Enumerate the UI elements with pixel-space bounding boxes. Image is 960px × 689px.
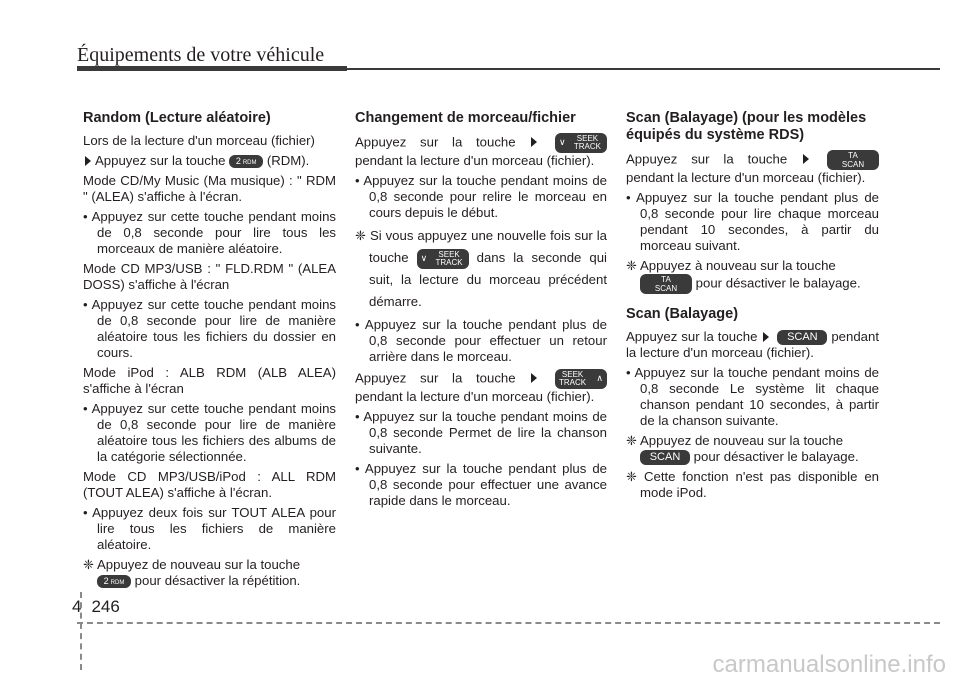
text: Appuyez sur la touche: [626, 329, 758, 344]
column-track-change: [355, 110, 607, 513]
scan-key-icon: SCAN: [777, 330, 827, 345]
text: Appuyez sur la touche: [355, 370, 516, 386]
text: pour désactiver le balayage.: [693, 449, 859, 465]
text: ❈ Appuyez de nouveau sur la touche: [83, 557, 301, 572]
text: ❈ Appuyez de nouveau sur la touche: [626, 433, 844, 449]
triangle-icon: [531, 137, 537, 147]
paragraph: Mode iPod : ALB RDM (ALB ALEA) s'affiche à l'écran: [83, 365, 336, 396]
key-line1: TA: [661, 275, 671, 284]
text: pour désactiver la répétition.: [134, 573, 301, 588]
bullet: • Appuyez sur cette touche pendant moins de 0,8 seconde pour lire de manière aléatoire tous les fichiers des albums de la catégorie sélectionnée.: [83, 401, 336, 464]
paragraph: [626, 150, 879, 186]
bullet: • Appuyez sur cette touche pendant moins de 0,8 seconde pour lire tous les morceaux de manière aléatoire.: [83, 209, 336, 256]
header-rule-thick: [77, 66, 347, 71]
key-line2: TRACK: [435, 257, 463, 267]
footer-divider: [77, 622, 940, 624]
header-rule-thin: [347, 68, 940, 70]
bullet: • Appuyez sur la touche pendant plus de 0,8 seconde pour lire chaque morceau pendant 10 secondes, à partir du morceau suivant.: [626, 190, 879, 253]
seek-down-key-icon: [555, 133, 607, 153]
text: Appuyez sur la touche: [355, 134, 516, 150]
paragraph: Mode CD/My Music (Ma musique) : " RDM " (ALEA) s'affiche à l'écran.: [83, 173, 336, 204]
note: [83, 557, 336, 589]
chevron-down-icon: ∨: [420, 252, 428, 263]
key-line2: TRACK: [573, 142, 601, 151]
column-scan: [626, 110, 879, 505]
bullet: • Appuyez sur la touche pendant plus de 0,8 seconde pour effectuer un retour arrière dans le morceau.: [355, 317, 607, 364]
ta-scan-key-icon: [640, 274, 692, 294]
heading-track-change: Changement de morceau/fichier: [355, 110, 576, 126]
bullet: • Appuyez sur la touche pendant plus de 0,8 seconde pour effectuer une avance rapide dans le morceau.: [355, 461, 607, 508]
watermark: carmanualsonline.info: [712, 651, 946, 678]
text: pendant la lecture d'un morceau (fichier).: [355, 389, 595, 404]
key-label: RDM: [242, 160, 257, 167]
chevron-up-icon: ∧: [596, 373, 603, 383]
heading-random: Random (Lecture aléatoire): [83, 110, 271, 126]
key-num: 2: [235, 156, 241, 167]
key-num: 2: [103, 576, 109, 587]
rdm-key-icon: [229, 155, 263, 168]
paragraph: [355, 369, 607, 405]
text: pendant la lecture d'un morceau (fichier).: [626, 329, 879, 361]
paragraph: Lors de la lecture d'un morceau (fichier): [83, 133, 315, 148]
note: [626, 433, 879, 465]
paragraph: [83, 153, 336, 169]
column-random: [83, 110, 336, 593]
text: Appuyez sur la touche: [626, 151, 788, 167]
key-label: RDM: [110, 580, 125, 587]
text: ❈ Si vous appuyez une nouvelle fois sur la touche: [355, 228, 607, 265]
rdm-key-icon: [97, 575, 131, 588]
bullet: • Appuyez sur la touche pendant moins de 0,8 seconde pour relire le morceau en cours depuis le début.: [355, 173, 607, 220]
page-count: 246: [91, 597, 120, 616]
bullet: • Appuyez sur la touche pendant moins de 0,8 seconde Le système lit chaque chanson pendant 10 secondes, à partir de la chanson suivante.: [626, 365, 879, 429]
key-line2: TRACK: [559, 378, 587, 387]
note: [626, 258, 879, 294]
key-line1: SEEK: [561, 370, 584, 379]
text: ❈ Appuyez à nouveau sur la touche: [626, 258, 836, 273]
seek-down-key-icon: [417, 249, 469, 269]
key-line1: SEEK: [438, 249, 460, 259]
page-number: [72, 597, 120, 617]
text: pendant la lecture d'un morceau (fichier).: [355, 153, 595, 168]
note: [355, 225, 607, 313]
ta-scan-key-icon: [827, 150, 879, 170]
chevron-down-icon: ∨: [559, 137, 566, 147]
bullet: • Appuyez sur la touche pendant moins de 0,8 seconde Permet de lire la chanson suivante.: [355, 409, 607, 456]
scan-key-icon: SCAN: [640, 450, 690, 465]
key-line1: SEEK: [576, 134, 599, 143]
heading-scan-rds: Scan (Balayage) (pour les modèles équipés du système RDS): [626, 110, 867, 143]
seek-up-key-icon: [555, 369, 607, 389]
text: pendant la lecture d'un morceau (fichier).: [626, 170, 866, 185]
note: ❈ Cette fonction n'est pas disponible en mode iPod.: [626, 469, 879, 501]
chapter-title: Équipements de votre véhicule: [77, 44, 325, 66]
text: dans la seconde qui suit, la lecture du morceau précédent démarre.: [369, 250, 607, 309]
paragraph: [355, 133, 607, 169]
text: (RDM).: [266, 153, 310, 168]
text: pour désactiver le balayage.: [695, 275, 861, 291]
triangle-icon: [803, 154, 809, 164]
paragraph: Mode CD MP3/USB/iPod : ALL RDM (TOUT ALEA) s'affiche à l'écran.: [83, 469, 336, 500]
paragraph: [626, 329, 879, 361]
bullet: • Appuyez deux fois sur TOUT ALEA pour lire tous les fichiers de manière aléatoire.: [83, 505, 336, 552]
key-line2: SCAN: [841, 160, 865, 169]
key-line2: SCAN: [654, 284, 678, 293]
triangle-icon: [531, 373, 537, 383]
bullet: • Appuyez sur cette touche pendant moins de 0,8 seconde pour lire de manière aléatoire tous les fichiers du dossier en cours.: [83, 297, 336, 360]
triangle-icon: [763, 332, 769, 342]
triangle-icon: [85, 156, 91, 166]
chapter-number: 4: [72, 597, 82, 616]
paragraph: Mode CD MP3/USB : " FLD.RDM " (ALEA DOSS) s'affiche à l'écran: [83, 261, 336, 292]
key-line1: TA: [848, 151, 858, 160]
text: Appuyez sur la touche: [95, 153, 226, 168]
heading-scan: Scan (Balayage): [626, 306, 739, 322]
